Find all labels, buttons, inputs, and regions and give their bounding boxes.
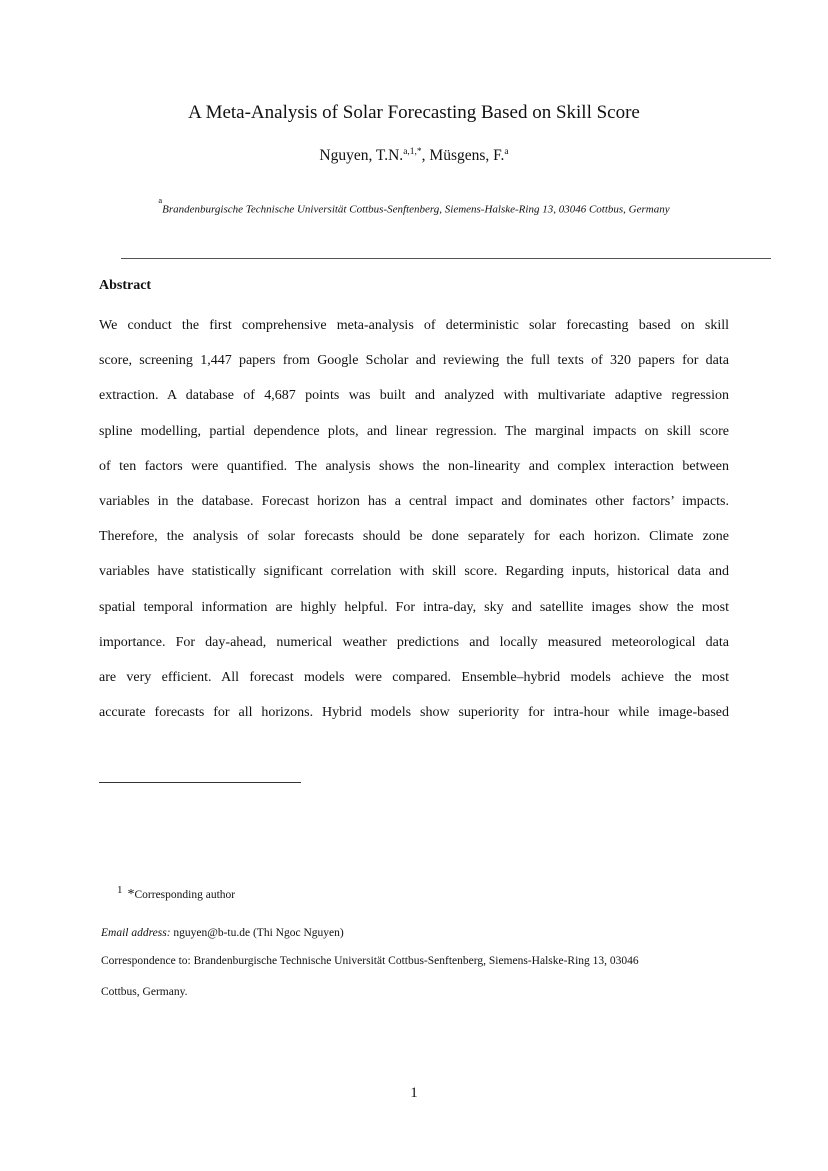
abstract-line: are very efficient. All forecast models were compared. Ensemble–hybrid models achieve the most [99, 669, 729, 685]
paper-title: A Meta-Analysis of Solar Forecasting Based on Skill Score [188, 102, 640, 123]
author-name: Nguyen, T.N. [319, 147, 404, 164]
abstract-body [99, 316, 729, 738]
page-number: 1 [410, 1085, 418, 1101]
abstract-line: importance. For day-ahead, numerical weather predictions and locally measured meteorological data [99, 634, 729, 650]
affiliation-marker: a [158, 195, 163, 205]
abstract-line: Therefore, the analysis of solar forecasts should be done separately for each horizon. Climate zone [99, 529, 729, 545]
email-value[interactable]: nguyen@b-tu.de (Thi Ngoc Nguyen) [170, 927, 344, 939]
author-affiliation-marker: a [504, 147, 509, 157]
affiliation-text: Brandenburgische Technische Universität Cottbus-Senftenberg, Siemens-Halske-Ring 13, 03046 Cottbus, Germany [162, 203, 670, 216]
correspondence [101, 952, 701, 1014]
affiliation [0, 196, 828, 219]
correspondence-line: Correspondence to: Brandenburgische Technische Universität Cottbus-Senftenberg, Siemens-Halske-Ring 13, 03046 [101, 955, 639, 967]
abstract-line: We conduct the first comprehensive meta-analysis of deterministic solar forecasting based on skill [99, 318, 729, 333]
abstract-heading: Abstract [99, 278, 152, 293]
abstract-line: variables in the database. Forecast horizon has a central impact and dominates other factors’ impacts. [99, 493, 729, 509]
abstract-line: variables have statistically significant correlation with skill score. Regarding inputs, historical data and [99, 564, 729, 580]
correspondence-line: Cottbus, Germany. [101, 986, 188, 998]
header-divider [121, 258, 771, 259]
author-name: Müsgens, F. [429, 147, 505, 164]
abstract-line: spline modelling, partial dependence plots, and linear regression. The marginal impacts on skill score [99, 423, 729, 439]
abstract-line: extraction. A database of 4,687 points was built and analyzed with multivariate adaptive regression [99, 388, 729, 404]
abstract-line: of ten factors were quantified. The analysis shows the non-linearity and complex interaction between [99, 458, 729, 474]
footnote-marker: 1 [117, 884, 123, 896]
footnote-star: * [127, 887, 135, 902]
abstract-line: score, screening 1,447 papers from Google Scholar and reviewing the full texts of 320 papers for data [99, 353, 729, 369]
footnote [117, 886, 235, 904]
footnote-text: Corresponding author [134, 889, 236, 901]
author-separator: , [421, 147, 430, 164]
email-line [101, 924, 344, 942]
abstract-line: spatial temporal information are highly helpful. For intra-day, sky and satellite images show the most [99, 599, 729, 615]
author-affiliation-marker: a,1,* [403, 147, 422, 157]
email-label: Email address: [101, 927, 171, 939]
footnote-divider [99, 782, 301, 783]
author-line [0, 145, 828, 169]
abstract-line: accurate forecasts for all horizons. Hybrid models show superiority for intra-hour while image-based [99, 705, 729, 721]
